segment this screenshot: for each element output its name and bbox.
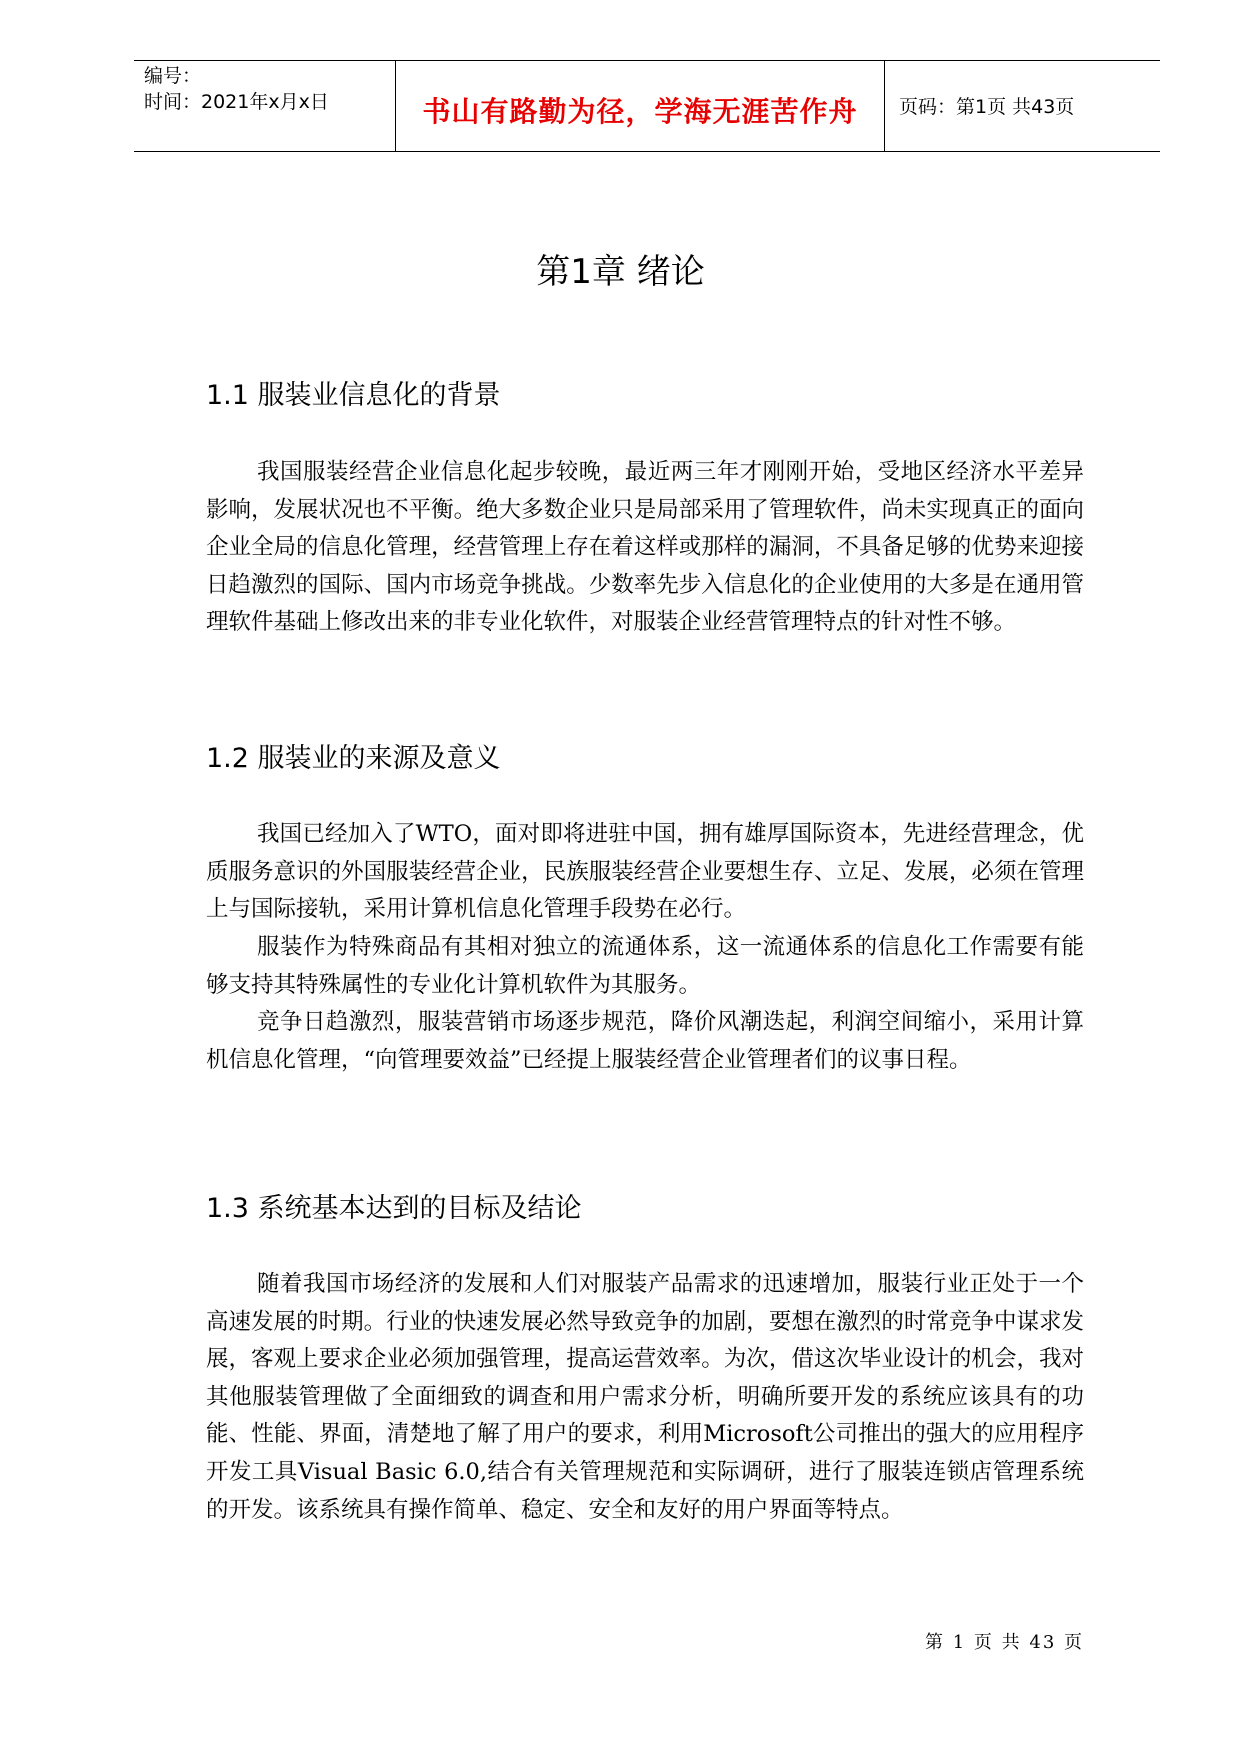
document-time-label: 时间：2021年x月x日 bbox=[144, 91, 329, 113]
chapter-title: 第1章 绪论 bbox=[536, 252, 705, 292]
page-header bbox=[134, 60, 1160, 152]
header-page-label: 页码：第1页 共43页 bbox=[899, 96, 1075, 118]
section-1-2-paragraph-3: 竞争日趋激烈，服装营销市场逐步规范，降价风潮迭起，利润空间缩小，采用计算机信息化管理，“向管理要效益”已经提上服装经营企业管理者们的议事日程。 bbox=[206, 1009, 1084, 1073]
section-1-1-paragraph: 我国服装经营企业信息化起步较晚，最近两三年才刚刚开始，受地区经济水平差异影响，发展状况也不平衡。绝大多数企业只是局部采用了管理软件，尚未实现真正的面向企业全局的信息化管理，经营管理上存在着这样或那样的漏洞，不具备足够的优势来迎接日趋激烈的国际、国内市场竞争挑战。少数率先步入信息化的企业使用的大多是在通用管理软件基础上修改出来的非专业化软件，对服装企业经营管理特点的针对性不够。 bbox=[206, 459, 1084, 636]
section-heading-1-1: 1.1 服装业信息化的背景 bbox=[206, 380, 501, 411]
document-number-label: 编号： bbox=[144, 65, 202, 87]
header-motto-cell bbox=[396, 61, 885, 151]
section-1-3-paragraph: 随着我国市场经济的发展和人们对服装产品需求的迅速增加，服装行业正处于一个高速发展的时期。行业的快速发展必然导致竞争的加剧，要想在激烈的时常竞争中谋求发展，客观上要求企业必须加强管理，提高运营效率。为次，借这次毕业设计的机会，我对其他服装管理做了全面细致的调查和用户需求分析，明确所要开发的系统应该具有的功能、性能、界面，清楚地了解了用户的要求，利用Microsoft公司推出的强大的应用程序开发工具Visual Basic 6.0,结合有关管理规范和实际调研，进行了服装连锁店管理系统的开发。该系统具有操作简单、稳定、安全和友好的用户界面等特点。 bbox=[206, 1271, 1084, 1523]
header-page-cell bbox=[885, 61, 1160, 151]
header-meta-cell bbox=[134, 61, 396, 151]
header-motto: 书山有路勤为径，学海无涯苦作舟 bbox=[422, 95, 858, 128]
section-1-2-paragraph-2: 服装作为特殊商品有其相对独立的流通体系，这一流通体系的信息化工作需要有能够支持其特殊属性的专业化计算机软件为其服务。 bbox=[206, 934, 1084, 998]
section-heading-1-3: 1.3 系统基本达到的目标及结论 bbox=[206, 1193, 582, 1224]
page-footer: 第 1 页 共 43 页 bbox=[925, 1632, 1084, 1653]
section-heading-1-2: 1.2 服装业的来源及意义 bbox=[206, 743, 501, 774]
section-1-2-paragraph-1: 我国已经加入了WTO，面对即将进驻中国，拥有雄厚国际资本，先进经营理念，优质服务意识的外国服装经营企业，民族服装经营企业要想生存、立足、发展，必须在管理上与国际接轨，采用计算机信息化管理手段势在必行。 bbox=[206, 821, 1084, 923]
